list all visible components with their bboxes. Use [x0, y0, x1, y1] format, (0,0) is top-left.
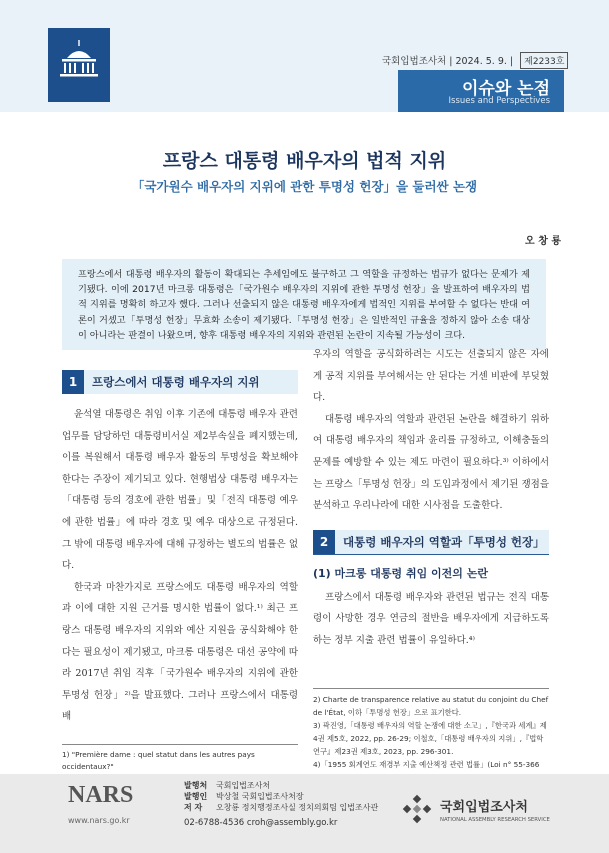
- footer: [0, 774, 609, 853]
- credits: [184, 780, 378, 813]
- footnote: 3) 곽진영,「대통령 배우자의 역할 논쟁에 대한 소고」,『한국과 세계』제4권 제5호, 2022, pp. 26-29; 이철호,「대통령 배우자의 지위」,『법학연구』제23권 제3호, 2023, pp. 296-301.: [313, 721, 547, 756]
- assembly-logo: [48, 28, 110, 102]
- right-column: [313, 344, 549, 652]
- publisher: 국회입법조사처: [382, 56, 447, 67]
- section-body: [62, 404, 298, 728]
- abstract-text: 프랑스에서 대통령 배우자의 활동이 확대되는 추세임에도 불구하고 그 역할을 규정하는 법규가 없다는 문제가 제기됐다. 이에 2017년 마크롱 대통령은「국가원수 배우자의 지위에 관한 투명성 헌장」을 발표하여 배우자의 법적 지위를 명확히 하고자 했다. 그러나 선출되지 않은 대통령 배우자에게 법적인 지위를 부여할 수 없다는 반대 여론이 거셌고「투명성 헌장」무효화 소송이 제기됐다.「투명성 헌장」은 일반적인 규율을 정하지 않아 소송 대상이 아니라는 판결이 나왔으며, 향후 대통령 배우자의 지위와 관련된 논란이 지속될 가능성이 크다.: [78, 269, 530, 341]
- series-title-en: Issues and Perspectives: [448, 96, 550, 106]
- contact-info: 02-6788-4536 croh@assembly.go.kr: [184, 818, 338, 828]
- paragraph: 우자의 역할을 공식화하려는 시도는 선출되지 않은 자에게 공적 지위를 부여해서는 안 된다는 거센 비판에 부딪혔다.: [313, 349, 549, 404]
- institution-name: 국회입법조사처: [440, 799, 528, 815]
- paragraph: 윤석열 대통령은 취임 이후 기존에 대통령 배우자 관련 업무를 담당하던 대통령비서실 제2부속실을 폐지했는데, 이를 복원해서 대통령 배우자 활동의 투명성을 확보해야 한다는 주장이 제기되고 있다. 현행법상 대통령 배우자는「대통령 등의 경호에 관한 법률」및「전직 대통령 예우에 관한 법률」에 따라 경호 및 예우 대상으로 규정된다. 그 밖에 대통령 배우자에 대해 규정하는 별도의 법률은 없다.: [62, 409, 298, 572]
- series-title: 이슈와 논점: [461, 79, 550, 99]
- section-heading: [62, 370, 298, 394]
- institution-name-en: NATIONAL ASSEMBLY RESEARCH SERVICE: [440, 816, 550, 823]
- page-title: 프랑스 대통령 배우자의 법적 지위: [162, 150, 447, 172]
- series-banner: [398, 70, 564, 112]
- institution-emblem-icon: [402, 794, 432, 824]
- abstract-box: [62, 259, 546, 350]
- section-heading: [313, 531, 549, 555]
- section-body: [313, 587, 549, 652]
- paragraph: 한국과 마찬가지로 프랑스에도 대통령 배우자의 역할과 이에 대한 지원 근거를 명시한 법률이 없다.¹⁾ 최근 프랑스 대통령 배우자의 지위와 예산 지원을 공식화해야 한다는 필요성이 제기됐고, 마크롱 대통령은 대선 공약에 따라 2017년 취임 직후「국가원수 배우자의 지위에 관한 투명성 헌장」²⁾을 발표했다. 그러나 프랑스에서 대통령 배: [62, 581, 298, 723]
- institution-logo: [402, 794, 550, 824]
- footnote: 2) Charte de transparence relative au statut du conjoint du Chef de l'État, 이하「투명성 헌장」으로 표기한다.: [313, 695, 549, 717]
- credit-line: 발행인 박상철 국회입법조사처장: [184, 792, 304, 801]
- page-subtitle: 「국가원수 배우자의 지위에 관한 투명성 헌장」을 둘러싼 논쟁: [131, 179, 478, 194]
- left-column: [62, 370, 298, 728]
- issue-date: 2024. 5. 9.: [455, 56, 507, 67]
- assembly-building-icon: [48, 28, 110, 102]
- footnote: 4)「1955 회계연도 재경부 지출 예산책정 관련 법률」(Loi n° 55-366: [313, 760, 540, 769]
- footnote: 1) "Première dame : quel statut dans les autres pays occidentaux?": [62, 750, 255, 771]
- section-body: [313, 344, 549, 517]
- footnotes-right: [313, 688, 549, 784]
- section-title: 대통령 배우자의 역할과「투명성 헌장」: [335, 530, 549, 554]
- subsection-title: (1) 마크롱 대통령 취임 이전의 논란: [313, 566, 488, 580]
- publication-info: 국회입법조사처 | 2024. 5. 9. | 제2233호: [382, 52, 568, 69]
- issue-number: 제2233호: [520, 52, 568, 69]
- paragraph: 대통령 배우자의 역할과 관련된 논란을 해결하기 위하여 대통령 배우자의 책임과 윤리를 규정하고, 이해충돌의 문제를 예방할 수 있는 제도 마련이 필요하다.³⁾ 이하에서는 프랑스「투명성 헌장」의 도입과정에서 제기된 쟁점을 분석하고 우리나라에 대한 시사점을 도출한다.: [313, 413, 549, 512]
- section-number: 2: [313, 530, 335, 554]
- nars-logo: NARS: [68, 782, 134, 808]
- author: 오 창 룡: [525, 236, 561, 247]
- section-number: 1: [62, 370, 84, 394]
- paragraph: 프랑스에서 대통령 배우자와 관련된 법규는 전직 대통령이 사망한 경우 연금의 절반을 배우자에게 지급하도록 하는 정부 지출 관련 법률이 유일하다.⁴⁾: [313, 591, 549, 646]
- credit-line: 저 자 오창룡 정치행정조사실 정치의회팀 입법조사관: [184, 803, 379, 812]
- website-link[interactable]: www.nars.go.kr: [68, 816, 130, 825]
- credit-line: 발행처 국회입법조사처: [184, 781, 271, 790]
- section-title: 프랑스에서 대통령 배우자의 지위: [84, 370, 298, 394]
